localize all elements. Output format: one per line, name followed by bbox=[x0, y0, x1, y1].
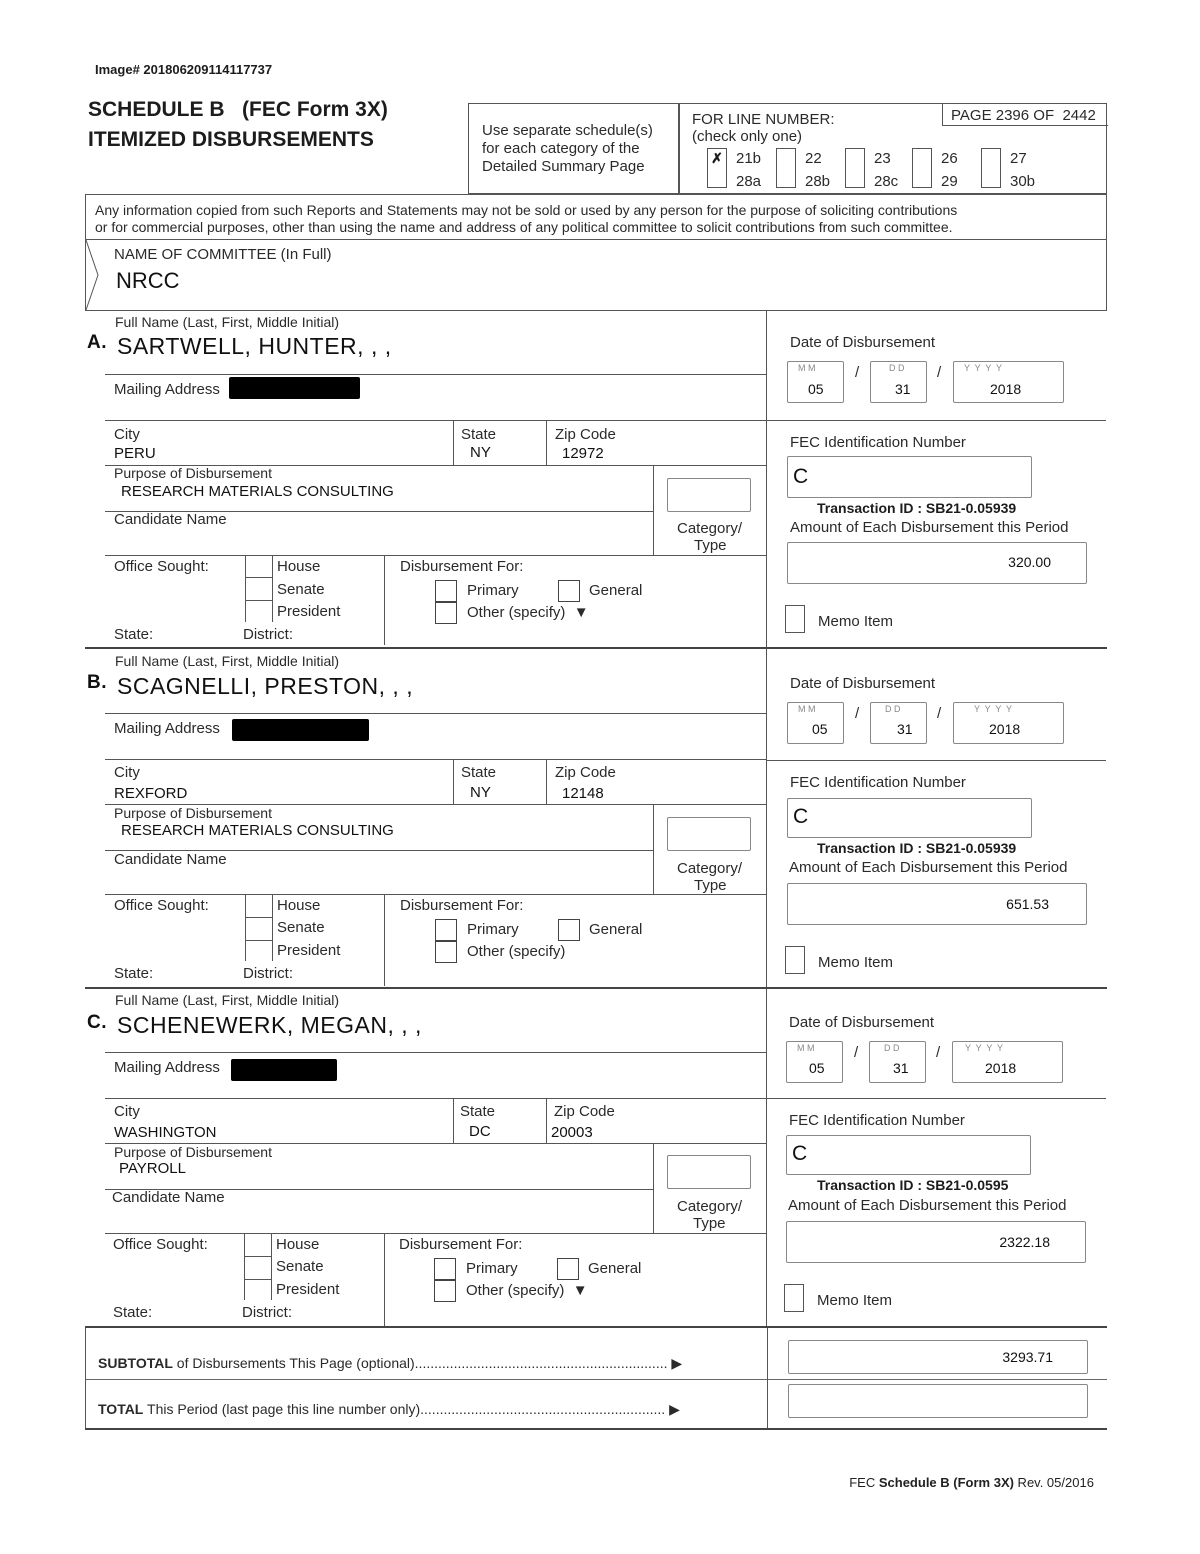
type-label: Type bbox=[694, 537, 727, 554]
fec-id-label: FEC Identification Number bbox=[790, 434, 966, 451]
divider bbox=[546, 1098, 547, 1143]
primary-label: Primary bbox=[467, 921, 519, 938]
type-label: Type bbox=[694, 877, 727, 894]
check-only-one: (check only one) bbox=[692, 128, 803, 145]
total-row bbox=[98, 1401, 680, 1418]
date-slash: / bbox=[936, 1044, 941, 1061]
purpose-value: RESEARCH MATERIALS CONSULTING bbox=[121, 822, 394, 839]
divider bbox=[384, 1233, 385, 1326]
disbursement-for-label: Disbursement For: bbox=[400, 897, 524, 914]
zip-label: Zip Code bbox=[554, 1103, 615, 1120]
subtotal-field[interactable] bbox=[788, 1340, 1088, 1374]
memo-item-label: Memo Item bbox=[817, 1292, 893, 1309]
transaction-id: Transaction ID : SB21-0.05939 bbox=[817, 840, 1017, 856]
line-28b-label: 28b bbox=[805, 173, 831, 190]
footer-prefix: FEC bbox=[849, 1475, 879, 1490]
redacted-address bbox=[231, 1059, 337, 1081]
subtotal-row bbox=[98, 1355, 682, 1372]
disbursement-for-label: Disbursement For: bbox=[400, 558, 524, 575]
date-day-field[interactable] bbox=[869, 1041, 926, 1083]
fec-id-prefix: C bbox=[792, 1142, 808, 1165]
house-label: House bbox=[277, 558, 321, 575]
date-slash: / bbox=[855, 364, 860, 381]
dd-hint: D D bbox=[885, 704, 901, 714]
city-value: WASHINGTON bbox=[114, 1124, 217, 1141]
subtotal-label-rest: of Disbursements This Page (optional)................................................................. ▶ bbox=[172, 1355, 683, 1371]
mailing-address-label: Mailing Address bbox=[114, 381, 220, 398]
city-label: City bbox=[114, 1103, 140, 1120]
divider bbox=[105, 1098, 766, 1099]
divider bbox=[244, 1279, 272, 1280]
general-label: General bbox=[588, 1260, 642, 1277]
divider bbox=[105, 1233, 766, 1234]
primary-label: Primary bbox=[467, 582, 519, 599]
full-name-label: Full Name (Last, First, Middle Initial) bbox=[115, 992, 340, 1008]
date-month: 05 bbox=[808, 381, 824, 397]
date-label: Date of Disbursement bbox=[789, 1014, 935, 1031]
amount-field[interactable] bbox=[786, 1221, 1086, 1263]
district-label: District: bbox=[242, 1304, 292, 1321]
yyyy-hint: Y Y Y Y bbox=[964, 363, 1003, 373]
president-label: President bbox=[277, 942, 341, 959]
purpose-label: Purpose of Disbursement bbox=[114, 1144, 272, 1160]
line-number-label: FOR LINE NUMBER: bbox=[692, 111, 835, 128]
line-29-label: 29 bbox=[941, 173, 958, 190]
page-number: PAGE 2396 OF 2442 bbox=[942, 104, 1108, 126]
office-sought-label: Office Sought: bbox=[113, 1236, 208, 1253]
general-label: General bbox=[589, 921, 643, 938]
form-title: SCHEDULE B (FEC Form 3X) bbox=[88, 98, 388, 121]
instructions-line-3: Detailed Summary Page bbox=[482, 158, 645, 175]
payee-name: SCAGNELLI, PRESTON, , , bbox=[117, 673, 414, 699]
line-30b-label: 30b bbox=[1010, 173, 1036, 190]
instructions-line-2: for each category of the bbox=[482, 140, 640, 157]
amount-value: 2322.18 bbox=[999, 1234, 1050, 1250]
office-sought-label: Office Sought: bbox=[114, 897, 209, 914]
other-specify-label: Other (specify) ▼ bbox=[466, 1282, 588, 1299]
state-office-label: State: bbox=[113, 1304, 153, 1321]
amount-label: Amount of Each Disbursement this Period bbox=[790, 519, 1069, 536]
fec-id-label: FEC Identification Number bbox=[790, 774, 966, 791]
house-label: House bbox=[276, 1236, 320, 1253]
total-label-rest: This Period (last page this line number only)............................................................... ▶ bbox=[143, 1401, 680, 1417]
general-checkbox[interactable] bbox=[557, 1258, 579, 1280]
date-day: 31 bbox=[897, 721, 913, 737]
senate-label: Senate bbox=[276, 1258, 324, 1275]
senate-label: Senate bbox=[277, 919, 325, 936]
state-label: State bbox=[460, 1103, 496, 1120]
state-office-label: State: bbox=[114, 626, 154, 643]
memo-item-label: Memo Item bbox=[818, 954, 894, 971]
divider bbox=[653, 1143, 654, 1233]
zip-value: 12148 bbox=[562, 785, 604, 802]
general-label: General bbox=[589, 582, 643, 599]
notice-line-2: or for commercial purposes, other than using the name and address of any political committee to solicit contributions from such committee. bbox=[95, 219, 953, 235]
line-22-label: 22 bbox=[805, 150, 822, 167]
category-field[interactable] bbox=[667, 1155, 751, 1189]
line-28a-label: 28a bbox=[736, 173, 762, 190]
state-value: NY bbox=[470, 784, 491, 801]
fec-id-field[interactable] bbox=[786, 1135, 1031, 1175]
category-label: Category/ bbox=[677, 520, 743, 537]
date-month: 05 bbox=[809, 1060, 825, 1076]
zip-label: Zip Code bbox=[555, 426, 616, 443]
date-year: 2018 bbox=[990, 381, 1022, 397]
city-value: PERU bbox=[114, 445, 156, 462]
subtotal-label-bold: SUBTOTAL bbox=[98, 1355, 173, 1371]
transaction-id: Transaction ID : SB21-0.05939 bbox=[817, 500, 1017, 516]
date-month-field[interactable] bbox=[786, 1041, 843, 1083]
entry-letter: B. bbox=[87, 672, 107, 693]
district-label: District: bbox=[243, 626, 293, 643]
committee-label: NAME OF COMMITTEE (In Full) bbox=[114, 246, 332, 263]
primary-checkbox[interactable] bbox=[434, 1258, 456, 1280]
mailing-address-label: Mailing Address bbox=[114, 720, 220, 737]
memo-item-label: Memo Item bbox=[818, 613, 894, 630]
totals-divider bbox=[86, 1379, 1107, 1380]
payee-name: SCHENEWERK, MEGAN, , , bbox=[117, 1012, 422, 1038]
transaction-id: Transaction ID : SB21-0.0595 bbox=[817, 1177, 1009, 1193]
date-year: 2018 bbox=[985, 1060, 1017, 1076]
state-value: NY bbox=[470, 444, 491, 461]
entry-letter: C. bbox=[87, 1012, 107, 1033]
mailing-address-label: Mailing Address bbox=[114, 1059, 220, 1076]
totals-box bbox=[85, 1326, 1107, 1430]
memo-item-checkbox[interactable] bbox=[784, 1284, 804, 1312]
senate-label: Senate bbox=[277, 581, 325, 598]
line-21b-label: 21b bbox=[736, 150, 762, 167]
house-label: House bbox=[277, 897, 321, 914]
date-year-field[interactable] bbox=[952, 1041, 1063, 1083]
notice-line-1: Any information copied from such Reports and Statements may not be sold or used by any person for the purpose of soliciting contributions bbox=[95, 202, 958, 218]
instructions-line-1: Use separate schedule(s) bbox=[482, 122, 653, 139]
district-label: District: bbox=[243, 965, 293, 982]
line-26-label: 26 bbox=[941, 150, 958, 167]
yyyy-hint: Y Y Y Y bbox=[965, 1043, 1004, 1053]
president-label: President bbox=[277, 603, 341, 620]
office-sought-label: Office Sought: bbox=[114, 558, 209, 575]
other-specify-label: Other (specify) bbox=[467, 943, 566, 960]
purpose-value: PAYROLL bbox=[119, 1160, 186, 1177]
amount-label: Amount of Each Disbursement this Period bbox=[789, 859, 1068, 876]
total-label-bold: TOTAL bbox=[98, 1401, 144, 1417]
date-label: Date of Disbursement bbox=[790, 675, 936, 692]
full-name-label: Full Name (Last, First, Middle Initial) bbox=[115, 653, 340, 669]
zip-label: Zip Code bbox=[555, 764, 616, 781]
city-label: City bbox=[114, 426, 140, 443]
date-day: 31 bbox=[893, 1060, 909, 1076]
president-label: President bbox=[276, 1281, 340, 1298]
office-checkboxes bbox=[244, 1233, 272, 1300]
date-slash: / bbox=[854, 1044, 859, 1061]
date-label: Date of Disbursement bbox=[790, 334, 936, 351]
form-subtitle: ITEMIZED DISBURSEMENTS bbox=[88, 128, 374, 151]
line-23-label: 23 bbox=[874, 150, 891, 167]
date-year: 2018 bbox=[989, 721, 1021, 737]
disbursement-for-label: Disbursement For: bbox=[399, 1236, 523, 1253]
candidate-name-label: Candidate Name bbox=[112, 1189, 225, 1206]
fec-id-prefix: C bbox=[793, 465, 809, 488]
divider bbox=[453, 1098, 454, 1143]
category-label: Category/ bbox=[677, 860, 743, 877]
city-label: City bbox=[114, 764, 140, 781]
amount-label: Amount of Each Disbursement this Period bbox=[788, 1197, 1067, 1214]
committee-name: NRCC bbox=[116, 268, 180, 293]
totals-column-divider bbox=[767, 1328, 768, 1428]
subtotal-value: 3293.71 bbox=[1002, 1349, 1053, 1365]
state-label: State bbox=[461, 426, 497, 443]
city-value: REXFORD bbox=[114, 785, 188, 802]
image-id: Image# 201806209114117737 bbox=[95, 62, 273, 77]
purpose-label: Purpose of Disbursement bbox=[114, 805, 272, 821]
date-slash: / bbox=[937, 705, 942, 722]
state-value: DC bbox=[469, 1123, 491, 1140]
candidate-name-label: Candidate Name bbox=[114, 511, 227, 528]
payee-name: SARTWELL, HUNTER, , , bbox=[117, 333, 392, 359]
full-name-label: Full Name (Last, First, Middle Initial) bbox=[115, 314, 340, 330]
dd-hint: D D bbox=[889, 363, 905, 373]
footer-bold: Schedule B (Form 3X) bbox=[878, 1475, 1014, 1490]
primary-label: Primary bbox=[466, 1260, 518, 1277]
mm-hint: M M bbox=[798, 704, 816, 714]
divider bbox=[105, 1052, 766, 1053]
footer-suffix: Rev. 05/2016 bbox=[1013, 1475, 1094, 1490]
date-month: 05 bbox=[812, 721, 828, 737]
form-revision bbox=[842, 1460, 1094, 1490]
amount-value: 651.53 bbox=[1006, 896, 1049, 912]
fec-id-prefix: C bbox=[793, 805, 809, 828]
divider bbox=[244, 1256, 272, 1257]
yyyy-hint: Y Y Y Y bbox=[974, 704, 1013, 714]
candidate-name-label: Candidate Name bbox=[114, 851, 227, 868]
type-label: Type bbox=[693, 1215, 726, 1232]
check-mark: ✗ bbox=[711, 150, 723, 166]
category-label: Category/ bbox=[677, 1198, 743, 1215]
other-checkbox[interactable] bbox=[434, 1280, 456, 1302]
divider bbox=[766, 1098, 1106, 1099]
date-slash: / bbox=[855, 705, 860, 722]
amount-value: 320.00 bbox=[1008, 554, 1051, 570]
total-field[interactable] bbox=[788, 1384, 1088, 1418]
state-office-label: State: bbox=[114, 965, 154, 982]
purpose-label: Purpose of Disbursement bbox=[114, 465, 272, 481]
date-slash: / bbox=[937, 364, 942, 381]
purpose-value: RESEARCH MATERIALS CONSULTING bbox=[121, 483, 394, 500]
mm-hint: M M bbox=[798, 363, 816, 373]
date-day: 31 bbox=[895, 381, 911, 397]
mm-hint: M M bbox=[797, 1043, 815, 1053]
fec-id-label: FEC Identification Number bbox=[789, 1112, 965, 1129]
other-specify-label: Other (specify) ▼ bbox=[467, 604, 589, 621]
state-label: State bbox=[461, 764, 497, 781]
zip-value: 20003 bbox=[551, 1124, 593, 1141]
line-27-label: 27 bbox=[1010, 150, 1027, 167]
line-28c-label: 28c bbox=[874, 173, 899, 190]
entry-letter: A. bbox=[87, 332, 107, 353]
zip-value: 12972 bbox=[562, 445, 604, 462]
dd-hint: D D bbox=[884, 1043, 900, 1053]
